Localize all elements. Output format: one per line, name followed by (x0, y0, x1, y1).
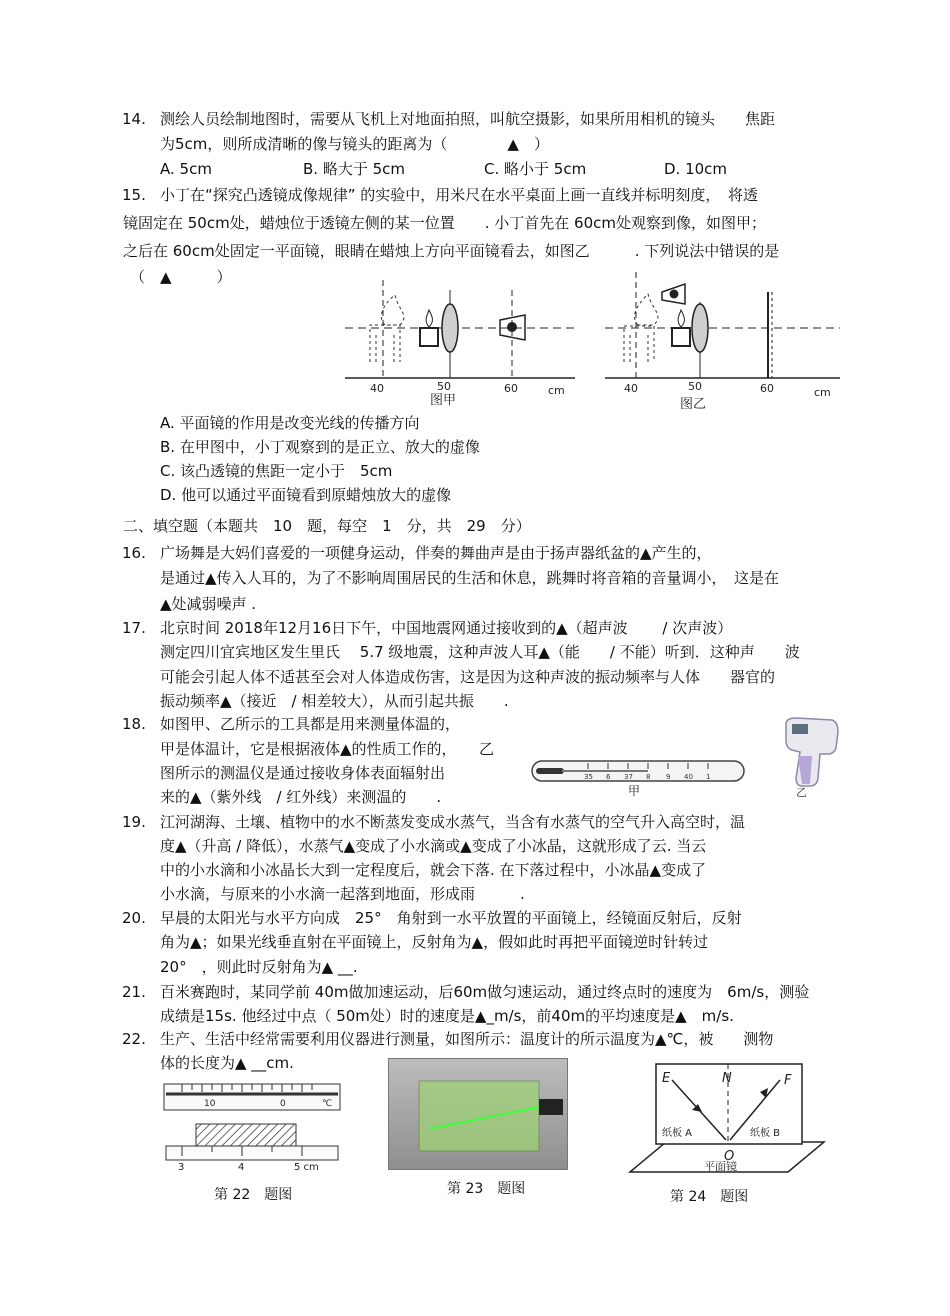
figure-24 (628, 1060, 828, 1176)
q15-line1: 小丁在“探究凸透镜成像规律” 的实验中，用米尺在水平桌面上画一直线并标明刻度， 将透 (160, 186, 758, 204)
thermometer-label-jia: 甲 (628, 784, 641, 797)
fig-jia-tick-unit: cm (548, 384, 565, 397)
fig24-mirror: 平面镜 (704, 1160, 737, 1173)
q20-number: 20. (122, 909, 146, 927)
fig24-board-a: 纸板 A (662, 1128, 693, 1139)
q15-line2: 镜固定在 50cm处，蜡烛位于透镜左侧的某一位置 . 小丁首先在 60cm处观察到像，如图甲； (123, 214, 766, 232)
q20-line2: 角为▲；如果光线垂直射在平面镜上，反射角为▲，假如此时再把平面镜逆时针转过 (160, 933, 709, 951)
fig-yi-tick-50: 50 (688, 380, 702, 393)
fig24-label-f: F (784, 1073, 792, 1088)
q14-option-c: C. 略小于 5cm (484, 160, 587, 178)
q18-line4: 来的▲（紫外线 / 红外线）来测温的 . (160, 788, 442, 806)
fig-yi-tick-40: 40 (624, 382, 638, 395)
laser-tank-illustration (389, 1059, 567, 1169)
thermo-scale-37: 37 (624, 773, 633, 781)
figure-22-caption: 第 22 题图 (214, 1187, 293, 1203)
fig-jia-tick-60: 60 (504, 382, 518, 395)
q14-number: 14. (122, 110, 146, 128)
fig24-label-o: O (724, 1149, 735, 1164)
q17-number: 17. (122, 619, 146, 637)
thermo-scale-6: 6 (606, 773, 611, 781)
figure-22 (162, 1078, 342, 1174)
figure-24-caption: 第 24 题图 (670, 1189, 749, 1205)
ir-thermometer-label-yi: 乙 (796, 786, 807, 798)
fig-jia-tick-40: 40 (370, 382, 384, 395)
fig22-therm-unit: ℃ (322, 1099, 333, 1109)
q17-line3: 可能会引起人体不适甚至会对人体造成伤害，这是因为这种声波的振动频率与人体 器官的 (160, 668, 776, 686)
q21-line1: 百米赛跑时，某同学前 40m做加速运动，后60m做匀速运动，通过终点时的速度为 6m/s，测验 (160, 983, 810, 1001)
q15-number: 15. (122, 186, 146, 204)
q15-option-b: B. 在甲图中，小丁观察到的是正立、放大的虚像 (160, 438, 480, 456)
thermo-scale-1: 1 (706, 773, 711, 781)
fig-jia-caption: 图甲 (430, 393, 457, 408)
q16-number: 16. (122, 544, 146, 562)
q16-line3: ▲处减弱噪声 . (160, 595, 257, 613)
fig-yi-tick-60: 60 (760, 382, 774, 395)
q16-line1: 广场舞是大妈们喜爱的一项健身运动，伴奏的舞曲声是由于扬声器纸盆的▲产生的， (160, 544, 712, 562)
fig24-label-e: E (662, 1071, 671, 1086)
fig22-ruler-tick-3: 3 (178, 1162, 185, 1173)
section-2-heading: 二、填空题（本题共 10 题，每空 1 分，共 29 分） (123, 517, 531, 535)
q19-line1: 江河湖海、土壤、植物中的水不断蒸发变成水蒸气，当含有水蒸气的空气升入高空时，温 (160, 813, 746, 831)
infrared-thermometer (782, 716, 840, 798)
q14-line1: 测绘人员绘制地图时，需要从飞机上对地面拍照，叫航空摄影，如果所用相机的镜头 焦距 (160, 110, 776, 128)
q17-line2: 测定四川宜宾地区发生里氏 5.7 级地震，这种声波人耳▲（能 / 不能）听到．这种声 波 (160, 643, 800, 661)
q17-line4: 振动频率▲（接近 / 相差较大），从而引起共振 . (160, 692, 509, 710)
q21-number: 21. (122, 983, 146, 1001)
q21-line2: 成绩是15s. 他经过中点（ 50m处）时的速度是▲_m/s，前40m的平均速度是▲ m/s. (160, 1007, 734, 1025)
q15-option-a: A. 平面镜的作用是改变光线的传播方向 (160, 414, 420, 432)
q19-number: 19. (122, 813, 146, 831)
q19-line3: 中的小水滴和小冰晶长大到一定程度后，就会下落. 在下落过程中，小冰晶▲变成了 (160, 861, 707, 879)
clinical-thermometer (528, 755, 750, 797)
fig-yi-caption: 图乙 (680, 397, 707, 412)
figure-23-caption: 第 23 题图 (447, 1181, 526, 1197)
q14-option-b: B. 略大于 5cm (303, 160, 405, 178)
q16-line2: 是通过▲传入人耳的，为了不影响周围居民的生活和休息，跳舞时将音箱的音量调小， 这是在 (160, 569, 780, 587)
figure-23-photo (388, 1058, 568, 1170)
q14-option-a: A. 5cm (160, 160, 212, 178)
q17-line1: 北京时间 2018年12月16日下午，中国地震网通过接收到的▲（超声波 / 次声波） (160, 619, 733, 637)
q14-option-d: D. 10cm (664, 160, 728, 178)
q20-line1: 早晨的太阳光与水平方向成 25° 角射到一水平放置的平面镜上，经镜面反射后，反射 (160, 909, 742, 927)
q15-line4: （ ▲ ） (130, 268, 232, 286)
q15-line3: 之后在 60cm处固定一平面镜，眼睛在蜡烛上方向平面镜看去，如图乙 . 下列说法中错误的是 (123, 242, 780, 260)
thermo-scale-40: 40 (684, 773, 693, 781)
q15-option-d: D. 他可以通过平面镜看到原蜡烛放大的虚像 (160, 486, 452, 504)
fig-jia-tick-50: 50 (437, 380, 451, 393)
q18-line1: 如图甲、乙所示的工具都是用来测量体温的， (160, 715, 461, 733)
q19-line2: 度▲（升高 / 降低），水蒸气▲变成了小水滴或▲变成了小冰晶，这就形成了云. 当云 (160, 837, 707, 855)
fig22-therm-tick-0: 0 (280, 1099, 286, 1109)
fig22-ruler-tick-4: 4 (238, 1162, 245, 1173)
q22-number: 22. (122, 1030, 146, 1048)
q15-option-c: C. 该凸透镜的焦距一定小于 5cm (160, 462, 393, 480)
q22-line1: 生产、生活中经常需要利用仪器进行测量，如图所示：温度计的所示温度为▲℃，被 测物 (160, 1030, 774, 1048)
fig24-label-n: N (722, 1071, 732, 1086)
fig22-ruler-tick-5: 5 cm (294, 1162, 319, 1173)
q18-line3: 图所示的测温仪是通过接收身体表面辐射出 (160, 764, 446, 782)
figure-yi (600, 262, 845, 412)
thermo-scale-8: 8 (646, 773, 651, 781)
figure-jia (340, 270, 580, 410)
q14-line2: 为5cm，则所成清晰的像与镜头的距离为（ ▲ ） (160, 135, 549, 153)
q20-line3: 20° ，则此时反射角为▲ __. (160, 958, 358, 976)
fig-yi-tick-unit: cm (814, 386, 831, 399)
fig24-board-b: 纸板 B (750, 1128, 781, 1139)
q19-line4: 小水滴，与原来的小水滴一起落到地面，形成雨 . (160, 885, 525, 903)
thermo-scale-9: 9 (666, 773, 671, 781)
thermo-scale-35: 35 (584, 773, 593, 781)
q22-line2: 体的长度为▲ __cm. (160, 1054, 294, 1072)
fig22-therm-tick-10: 10 (204, 1099, 216, 1109)
q18-line2: 甲是体温计，它是根据液体▲的性质工作的， 乙 (160, 740, 495, 758)
q18-number: 18. (122, 715, 146, 733)
